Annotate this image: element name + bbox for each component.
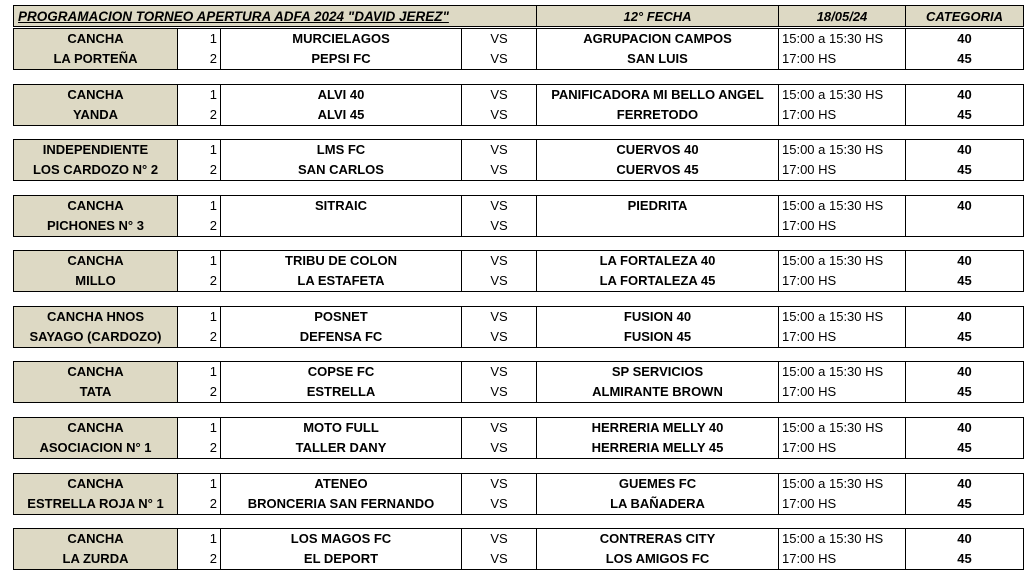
match-category: 45 bbox=[906, 438, 1024, 459]
venue-label: ESTRELLA ROJA N° 1 bbox=[13, 494, 178, 515]
match-time: 15:00 a 15:30 HS bbox=[779, 28, 906, 49]
match-row bbox=[13, 528, 1024, 549]
home-team: TALLER DANY bbox=[221, 438, 462, 459]
match-number: 1 bbox=[178, 28, 221, 49]
home-team: DEFENSA FC bbox=[221, 327, 462, 348]
match-category: 40 bbox=[906, 250, 1024, 271]
match-category: 40 bbox=[906, 28, 1024, 49]
match-category: 40 bbox=[906, 84, 1024, 105]
match-row bbox=[13, 216, 1024, 237]
match-category: 40 bbox=[906, 139, 1024, 160]
venue-label: CANCHA HNOS bbox=[13, 306, 178, 327]
venue-label: LA ZURDA bbox=[13, 549, 178, 570]
match-time: 17:00 HS bbox=[779, 382, 906, 403]
header-row bbox=[13, 5, 1024, 27]
match-time: 17:00 HS bbox=[779, 271, 906, 292]
away-team: PANIFICADORA MI BELLO ANGEL bbox=[537, 84, 779, 105]
vs-label: VS bbox=[462, 195, 537, 216]
home-team: MOTO FULL bbox=[221, 417, 462, 438]
match-row bbox=[13, 438, 1024, 459]
away-team: SP SERVICIOS bbox=[537, 361, 779, 382]
away-team: ALMIRANTE BROWN bbox=[537, 382, 779, 403]
match-number: 2 bbox=[178, 105, 221, 126]
match-number: 2 bbox=[178, 216, 221, 237]
home-team: SITRAIC bbox=[221, 195, 462, 216]
venue-label: PICHONES N° 3 bbox=[13, 216, 178, 237]
match-time: 17:00 HS bbox=[779, 160, 906, 181]
match-time: 15:00 a 15:30 HS bbox=[779, 473, 906, 494]
match-category: 40 bbox=[906, 417, 1024, 438]
away-team: LA FORTALEZA 40 bbox=[537, 250, 779, 271]
home-team: ATENEO bbox=[221, 473, 462, 494]
match-number: 2 bbox=[178, 160, 221, 181]
away-team: SAN LUIS bbox=[537, 49, 779, 70]
home-team: LOS MAGOS FC bbox=[221, 528, 462, 549]
away-team: CUERVOS 45 bbox=[537, 160, 779, 181]
match-time: 17:00 HS bbox=[779, 327, 906, 348]
match-row bbox=[13, 84, 1024, 105]
match-category: 45 bbox=[906, 49, 1024, 70]
match-number: 1 bbox=[178, 306, 221, 327]
match-number: 2 bbox=[178, 382, 221, 403]
vs-label: VS bbox=[462, 216, 537, 237]
away-team: LA BAÑADERA bbox=[537, 494, 779, 515]
venue-label: LOS CARDOZO N° 2 bbox=[13, 160, 178, 181]
match-time: 17:00 HS bbox=[779, 49, 906, 70]
match-number: 1 bbox=[178, 250, 221, 271]
venue-label: INDEPENDIENTE bbox=[13, 139, 178, 160]
away-team: LA FORTALEZA 45 bbox=[537, 271, 779, 292]
match-row bbox=[13, 195, 1024, 216]
venue-label: ASOCIACION N° 1 bbox=[13, 438, 178, 459]
match-time: 17:00 HS bbox=[779, 438, 906, 459]
match-row bbox=[13, 250, 1024, 271]
away-team: HERRERIA MELLY 40 bbox=[537, 417, 779, 438]
match-number: 1 bbox=[178, 84, 221, 105]
away-team: AGRUPACION CAMPOS bbox=[537, 28, 779, 49]
away-team: CUERVOS 40 bbox=[537, 139, 779, 160]
vs-label: VS bbox=[462, 139, 537, 160]
match-row bbox=[13, 271, 1024, 292]
home-team: ESTRELLA bbox=[221, 382, 462, 403]
vs-label: VS bbox=[462, 327, 537, 348]
match-category: 40 bbox=[906, 528, 1024, 549]
match-category: 45 bbox=[906, 160, 1024, 181]
venue-label: MILLO bbox=[13, 271, 178, 292]
match-number: 2 bbox=[178, 49, 221, 70]
away-team: CONTRERAS CITY bbox=[537, 528, 779, 549]
vs-label: VS bbox=[462, 473, 537, 494]
venue-label: YANDA bbox=[13, 105, 178, 126]
vs-label: VS bbox=[462, 105, 537, 126]
match-time: 15:00 a 15:30 HS bbox=[779, 528, 906, 549]
match-date: 18/05/24 bbox=[779, 5, 906, 27]
match-number: 1 bbox=[178, 473, 221, 494]
vs-label: VS bbox=[462, 271, 537, 292]
match-row bbox=[13, 382, 1024, 403]
vs-label: VS bbox=[462, 84, 537, 105]
away-team: FERRETODO bbox=[537, 105, 779, 126]
home-team: BRONCERIA SAN FERNANDO bbox=[221, 494, 462, 515]
venue-label: CANCHA bbox=[13, 84, 178, 105]
home-team: PEPSI FC bbox=[221, 49, 462, 70]
vs-label: VS bbox=[462, 306, 537, 327]
round-label: 12° FECHA bbox=[537, 5, 779, 27]
vs-label: VS bbox=[462, 528, 537, 549]
match-time: 15:00 a 15:30 HS bbox=[779, 84, 906, 105]
home-team: ALVI 40 bbox=[221, 84, 462, 105]
vs-label: VS bbox=[462, 417, 537, 438]
match-category: 45 bbox=[906, 382, 1024, 403]
match-number: 1 bbox=[178, 528, 221, 549]
match-number: 2 bbox=[178, 494, 221, 515]
match-row bbox=[13, 28, 1024, 49]
home-team: LA ESTAFETA bbox=[221, 271, 462, 292]
match-category bbox=[906, 216, 1024, 237]
away-team: PIEDRITA bbox=[537, 195, 779, 216]
category-header: CATEGORIA bbox=[906, 5, 1024, 27]
match-row bbox=[13, 327, 1024, 348]
venue-label: CANCHA bbox=[13, 250, 178, 271]
vs-label: VS bbox=[462, 549, 537, 570]
home-team: ALVI 45 bbox=[221, 105, 462, 126]
match-time: 17:00 HS bbox=[779, 105, 906, 126]
match-row bbox=[13, 473, 1024, 494]
vs-label: VS bbox=[462, 361, 537, 382]
match-category: 45 bbox=[906, 494, 1024, 515]
vs-label: VS bbox=[462, 382, 537, 403]
match-time: 17:00 HS bbox=[779, 216, 906, 237]
match-time: 15:00 a 15:30 HS bbox=[779, 361, 906, 382]
away-team: FUSION 40 bbox=[537, 306, 779, 327]
home-team: MURCIELAGOS bbox=[221, 28, 462, 49]
vs-label: VS bbox=[462, 49, 537, 70]
match-number: 2 bbox=[178, 327, 221, 348]
match-time: 15:00 a 15:30 HS bbox=[779, 139, 906, 160]
match-category: 45 bbox=[906, 105, 1024, 126]
venue-label: LA PORTEÑA bbox=[13, 49, 178, 70]
match-row bbox=[13, 361, 1024, 382]
match-time: 15:00 a 15:30 HS bbox=[779, 417, 906, 438]
match-category: 40 bbox=[906, 361, 1024, 382]
vs-label: VS bbox=[462, 438, 537, 459]
match-number: 1 bbox=[178, 361, 221, 382]
match-row bbox=[13, 494, 1024, 515]
match-time: 17:00 HS bbox=[779, 549, 906, 570]
match-row bbox=[13, 306, 1024, 327]
home-team: LMS FC bbox=[221, 139, 462, 160]
home-team: EL DEPORT bbox=[221, 549, 462, 570]
match-row bbox=[13, 105, 1024, 126]
match-time: 15:00 a 15:30 HS bbox=[779, 195, 906, 216]
match-time: 15:00 a 15:30 HS bbox=[779, 250, 906, 271]
match-number: 1 bbox=[178, 417, 221, 438]
venue-label: SAYAGO (CARDOZO) bbox=[13, 327, 178, 348]
vs-label: VS bbox=[462, 160, 537, 181]
match-number: 1 bbox=[178, 195, 221, 216]
tournament-title: PROGRAMACION TORNEO APERTURA ADFA 2024 "DAVID JEREZ" bbox=[13, 5, 537, 27]
home-team: SAN CARLOS bbox=[221, 160, 462, 181]
away-team: HERRERIA MELLY 45 bbox=[537, 438, 779, 459]
match-row bbox=[13, 49, 1024, 70]
match-time: 17:00 HS bbox=[779, 494, 906, 515]
home-team: COPSE FC bbox=[221, 361, 462, 382]
match-row bbox=[13, 139, 1024, 160]
away-team: FUSION 45 bbox=[537, 327, 779, 348]
away-team: LOS AMIGOS FC bbox=[537, 549, 779, 570]
match-number: 1 bbox=[178, 139, 221, 160]
home-team bbox=[221, 216, 462, 237]
venue-label: CANCHA bbox=[13, 417, 178, 438]
match-category: 40 bbox=[906, 306, 1024, 327]
match-row bbox=[13, 417, 1024, 438]
venue-label: CANCHA bbox=[13, 361, 178, 382]
match-category: 45 bbox=[906, 327, 1024, 348]
match-category: 45 bbox=[906, 549, 1024, 570]
venue-label: CANCHA bbox=[13, 195, 178, 216]
venue-label: CANCHA bbox=[13, 28, 178, 49]
match-number: 2 bbox=[178, 549, 221, 570]
venue-label: TATA bbox=[13, 382, 178, 403]
away-team bbox=[537, 216, 779, 237]
venue-label: CANCHA bbox=[13, 528, 178, 549]
match-row bbox=[13, 160, 1024, 181]
match-category: 40 bbox=[906, 473, 1024, 494]
home-team: POSNET bbox=[221, 306, 462, 327]
vs-label: VS bbox=[462, 494, 537, 515]
match-number: 2 bbox=[178, 438, 221, 459]
match-time: 15:00 a 15:30 HS bbox=[779, 306, 906, 327]
away-team: GUEMES FC bbox=[537, 473, 779, 494]
venue-label: CANCHA bbox=[13, 473, 178, 494]
match-number: 2 bbox=[178, 271, 221, 292]
vs-label: VS bbox=[462, 250, 537, 271]
match-category: 45 bbox=[906, 271, 1024, 292]
home-team: TRIBU DE COLON bbox=[221, 250, 462, 271]
match-row bbox=[13, 549, 1024, 570]
vs-label: VS bbox=[462, 28, 537, 49]
match-category: 40 bbox=[906, 195, 1024, 216]
